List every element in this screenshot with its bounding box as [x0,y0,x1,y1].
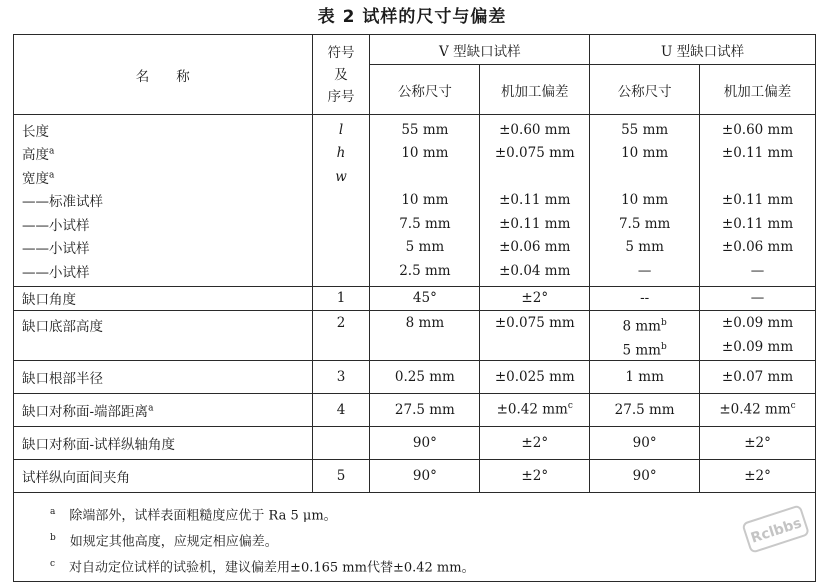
header-v-tolerance: 机加工偏差 [480,65,590,115]
u-tolerance: — [700,259,816,286]
u-nominal: 90° [590,459,700,492]
u-nominal: 10 mm [590,189,700,213]
u-tolerance: ±0.06 mm [700,236,816,260]
row-name: ——小试样 [14,212,313,236]
v-nominal: 27.5 mm [370,393,480,426]
table-row [14,393,816,426]
row-name: 长度 [14,115,313,142]
row-name: 缺口对称面-试样纵轴角度 [14,426,313,459]
v-tolerance: ±0.075 mm [480,142,590,166]
header-v-group: V 型缺口试样 [370,35,590,65]
u-nominal: 1 mm [590,360,700,393]
u-tolerance: ±0.07 mm [700,360,816,393]
v-nominal: 0.25 mm [370,360,480,393]
table-row [14,360,816,393]
v-nominal: 2.5 mm [370,259,480,286]
v-tolerance: ±0.075 mm [480,310,590,360]
row-name: 宽度$^a$ [14,165,313,189]
u-tolerance: — [700,286,816,310]
row-name: 缺口对称面-端部距离$^a$ [14,393,313,426]
row-name: ——小试样 [14,259,313,286]
row-name: ——标准试样 [14,189,313,213]
v-tolerance: ±2° [480,426,590,459]
v-tolerance: ±0.04 mm [480,259,590,286]
v-tolerance: ±0.11 mm [480,212,590,236]
v-tolerance: ±2° [480,286,590,310]
footnote-b: $^b$ 如规定其他高度，应规定相应偏差。 [50,532,278,549]
v-nominal: 5 mm [370,236,480,260]
header-u-tolerance: 机加工偏差 [700,65,816,115]
row-symbol: 2 [312,310,370,360]
row-symbol: h [312,142,370,166]
v-tolerance: ±0.11 mm [480,189,590,213]
v-nominal: 90° [370,426,480,459]
table-row [14,236,816,260]
table-row [14,459,816,492]
v-nominal: 7.5 mm [370,212,480,236]
table-row [14,165,816,189]
u-nominal: 27.5 mm [590,393,700,426]
table-row [14,426,816,459]
table-row [14,310,816,360]
header-u-group: U 型缺口试样 [590,35,816,65]
u-tolerance: ±0.42 $mm^c$ [700,393,816,426]
u-nominal: 55 mm [590,115,700,142]
row-name: 高度$^a$ [14,142,313,166]
row-symbol: 3 [312,360,370,393]
table-row [14,142,816,166]
table-row [14,286,816,310]
u-tolerance: ±0.11 mm [700,212,816,236]
row-name: 缺口角度 [14,286,313,310]
row-name: 试样纵向面间夹角 [14,459,313,492]
u-nominal: 10 mm [590,142,700,166]
header-u-nominal: 公称尺寸 [590,65,700,115]
u-nominal: — [590,259,700,286]
row-symbol: 4 [312,393,370,426]
table-title: 表 2 试样的尺寸与偏差 [317,7,507,27]
v-tolerance: ±0.06 mm [480,236,590,260]
v-tolerance: ±2° [480,459,590,492]
table-row [14,212,816,236]
watermark-logo [740,500,812,560]
u-nominal: 8 $mm^b$ 5 $mm^b$ [590,310,700,360]
u-tolerance: ±0.60 mm [700,115,816,142]
u-tolerance: ±2° [700,426,816,459]
footnote-a: $^a$ 除端部外，试样表面粗糙度应优于 Ra 5 μm。 [50,506,337,523]
header-name: 名 称 [14,35,313,115]
u-nominal: 90° [590,426,700,459]
header-v-nominal: 公称尺寸 [370,65,480,115]
v-nominal: 8 mm [370,310,480,360]
u-tolerance: ±2° [700,459,816,492]
u-tolerance: ±0.09 mm ±0.09 mm [700,310,816,360]
header-symbol: 符号 及 序号 [312,35,370,115]
row-symbol: w [312,165,370,189]
row-symbol: 5 [312,459,370,492]
row-symbol: 1 [312,286,370,310]
v-nominal: 45° [370,286,480,310]
row-name: 缺口根部半径 [14,360,313,393]
v-nominal: 55 mm [370,115,480,142]
row-name: ——小试样 [14,236,313,260]
svg-text:Rclbbs: Rclbbs [748,515,804,547]
dimension-table [13,34,816,582]
v-nominal: 10 mm [370,189,480,213]
u-nominal: 5 mm [590,236,700,260]
table-row [14,259,816,286]
v-tolerance: ±0.025 mm [480,360,590,393]
v-nominal: 10 mm [370,142,480,166]
u-tolerance: ±0.11 mm [700,189,816,213]
footnotes [14,492,816,581]
u-nominal: 7.5 mm [590,212,700,236]
u-nominal: -- [590,286,700,310]
table-row [14,189,816,213]
row-symbol [312,426,370,459]
row-symbol: l [312,115,370,142]
u-tolerance: ±0.11 mm [700,142,816,166]
table-row [14,115,816,142]
v-tolerance: ±0.60 mm [480,115,590,142]
v-tolerance: ±0.42 $mm^c$ [480,393,590,426]
row-name: 缺口底部高度 [14,310,313,360]
v-nominal: 90° [370,459,480,492]
footnote-c: $^c$ 对自动定位试样的试验机，建议偏差用±0.165 mm代替±0.42 mm。 [50,558,475,575]
